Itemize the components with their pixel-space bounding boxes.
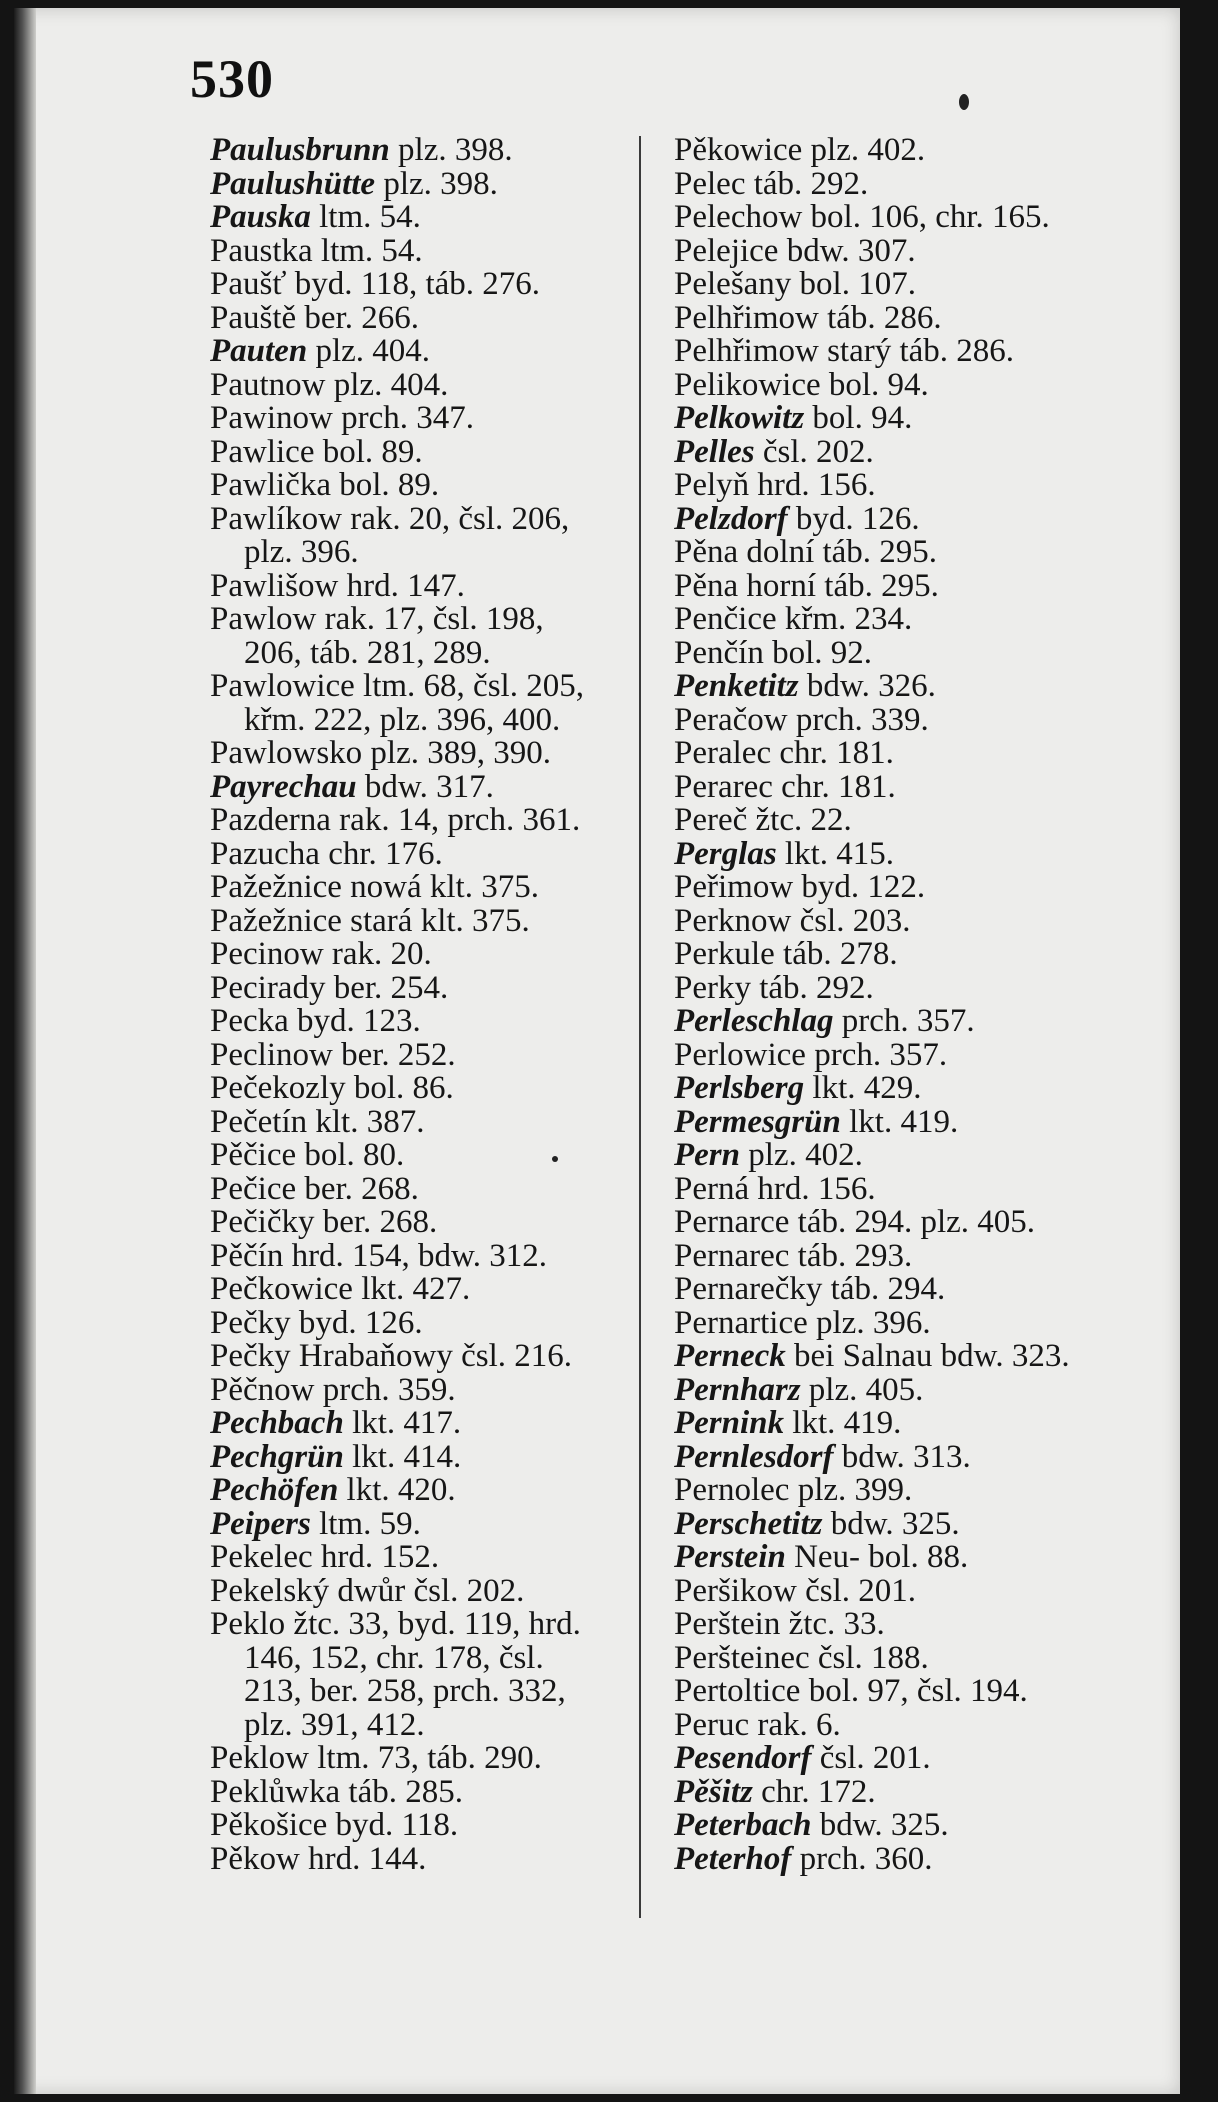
index-entry-text: Peclinow ber. 252. [210, 1036, 456, 1073]
index-entry-text: Pelec táb. 292. [674, 165, 869, 202]
index-entry [674, 567, 1114, 604]
index-entry-text: Pernarec táb. 293. [674, 1237, 913, 1274]
index-entry [210, 938, 650, 972]
index-entry [674, 165, 1114, 202]
index-entry-text: Penčín bol. 92. [674, 634, 872, 671]
index-entry-text: Pernartice plz. 396. [674, 1304, 931, 1341]
index-entry-text: Perštein žtc. 33. [674, 1606, 885, 1642]
index-entry [674, 1072, 1114, 1106]
index-entry [210, 1206, 650, 1240]
index-entry [674, 1407, 1114, 1441]
index-entry-text: Pelhřimow starý táb. 286. [674, 333, 1015, 369]
index-entry-text: Pernolec plz. 399. [674, 1472, 913, 1508]
index-entry-text: Pelešany bol. 107. [674, 266, 916, 302]
index-entry [674, 1237, 1114, 1274]
index-entry-text: lkt. 420. [338, 1472, 456, 1508]
index-entry-text: prch. 357. [833, 1003, 975, 1039]
index-entry-text: Peračow prch. 339. [674, 701, 929, 738]
index-entry-german-name: Pernink [674, 1405, 785, 1441]
index-entry-text: Pečičky ber. 268. [210, 1204, 438, 1240]
index-entry [210, 1706, 650, 1743]
index-entry-german-name: Pelles [674, 433, 755, 470]
index-entry-text: Pereč žtc. 22. [674, 802, 852, 838]
index-entry [210, 1139, 650, 1173]
index-entry [674, 603, 1114, 637]
index-entry-text: Peřimow byd. 122. [674, 869, 926, 905]
index-entry [674, 134, 1114, 168]
index-entry-text: Peklo žtc. 33, byd. 119, hrd. [210, 1606, 581, 1642]
index-entry [674, 1706, 1114, 1743]
index-entry-text: Pěna dolní táb. 295. [674, 534, 938, 570]
index-entry-text: lkt. 419. [840, 1103, 959, 1140]
index-entry-german-name: Pesendorf [674, 1740, 812, 1776]
index-entry [210, 969, 650, 1006]
index-entry-german-name: Pechöfen [210, 1472, 339, 1508]
index-entry-german-name: Perleschlag [674, 1003, 834, 1039]
index-entry-text: Pernarce táb. 294. plz. 405. [674, 1204, 1036, 1240]
index-entry [674, 835, 1114, 872]
index-entry-text: 213, ber. 258, prch. 332, [244, 1673, 566, 1709]
index-entry [674, 201, 1114, 235]
index-entry-text: prch. 360. [791, 1840, 933, 1877]
index-entry [674, 938, 1114, 972]
index-entry-text: Pawlow rak. 17, čsl. 198, [210, 601, 544, 637]
index-entry [210, 1407, 650, 1441]
index-entry-german-name: Perlsberg [674, 1070, 805, 1106]
index-entry-text: bdw. 313. [833, 1438, 971, 1475]
index-entry [210, 500, 650, 537]
index-entry-text: Pelikowice bol. 94. [674, 366, 929, 403]
index-entry [210, 1438, 650, 1475]
index-entry-text: Pelhřimow táb. 286. [674, 299, 942, 336]
index-entry-text: plz. 402. [740, 1137, 863, 1173]
index-entry [674, 1773, 1114, 1810]
index-entry [210, 165, 650, 202]
index-entry-text: bol. 94. [804, 400, 913, 436]
index-entry [674, 500, 1114, 537]
page-binding-edge [14, 8, 36, 2094]
index-entry-german-name: Peterhof [674, 1840, 792, 1877]
index-entry-german-name: Peipers [210, 1505, 311, 1542]
index-entry-german-name: Pauska [210, 199, 311, 235]
index-entry [674, 1572, 1114, 1609]
index-entry [674, 1809, 1114, 1843]
index-entry [210, 335, 650, 369]
index-entry-german-name: Perstein [674, 1539, 786, 1575]
index-entry-text: plz. 405. [800, 1371, 924, 1408]
index-entry-german-name: Pechbach [210, 1405, 344, 1441]
index-entry-text: Pěna horní táb. 295. [674, 567, 939, 604]
index-entry [210, 1505, 650, 1542]
index-entry [210, 603, 650, 637]
index-entry [210, 871, 650, 905]
index-entry-text: lkt. 429. [804, 1070, 922, 1106]
index-entry-text: Paušť byd. 118, táb. 276. [210, 266, 541, 302]
index-entry-text: Pekelec hrd. 152. [210, 1539, 440, 1575]
index-entry [674, 299, 1114, 336]
index-entry-text: křm. 222, plz. 396, 400. [244, 701, 561, 738]
index-entry-text: bdw. 326. [798, 668, 936, 704]
index-entry-text: plz. 398. [375, 165, 498, 202]
index-entry [674, 1742, 1114, 1776]
index-entry [210, 1541, 650, 1575]
index-entry [210, 634, 650, 671]
index-entry [210, 134, 650, 168]
index-entry [674, 335, 1114, 369]
ink-speck [552, 1156, 558, 1162]
index-entry-text: Pawlowsko plz. 389, 390. [210, 735, 551, 771]
index-entry [210, 1572, 650, 1609]
index-entry [210, 1170, 650, 1207]
index-entry-text: Pecirady ber. 254. [210, 969, 449, 1006]
index-entry-german-name: Pern [674, 1137, 740, 1173]
index-entry [210, 433, 650, 470]
index-entry-text: Pečekozly bol. 86. [210, 1070, 454, 1106]
index-entry-text: Pertoltice bol. 97, čsl. 194. [674, 1673, 1028, 1709]
index-entry-text: Paustka ltm. 54. [210, 232, 423, 269]
index-entry [210, 201, 650, 235]
index-entry [674, 1541, 1114, 1575]
index-entry [210, 1809, 650, 1843]
index-entry-german-name: Penketitz [674, 668, 799, 704]
index-entry [674, 1036, 1114, 1073]
index-entry-text: chr. 172. [752, 1773, 876, 1810]
ink-speck [959, 94, 969, 110]
index-entry-text: Pelyň hrd. 156. [674, 467, 876, 503]
index-entry-text: 206, táb. 281, 289. [244, 634, 491, 671]
index-entry [674, 232, 1114, 269]
index-entry [210, 268, 650, 302]
index-entry [210, 701, 650, 738]
index-entry-text: Perknow čsl. 203. [674, 902, 911, 939]
index-entry-text: Pazderna rak. 14, prch. 361. [210, 802, 581, 838]
index-entry-text: Neu- bol. 88. [785, 1539, 969, 1575]
index-entry [210, 670, 650, 704]
index-entry [210, 804, 650, 838]
index-entry-text: Pauště ber. 266. [210, 299, 419, 336]
index-entry-german-name: Perneck [674, 1338, 786, 1374]
index-entry [674, 1840, 1114, 1877]
index-entry [674, 469, 1114, 503]
index-entry-text: Pekelský dwůr čsl. 202. [210, 1572, 525, 1609]
index-entry [210, 1840, 650, 1877]
index-entry [674, 804, 1114, 838]
index-entry-german-name: Pernharz [674, 1371, 801, 1408]
index-entry-text: Pernarečky táb. 294. [674, 1271, 946, 1307]
index-entry-german-name: Pěšitz [674, 1773, 753, 1810]
index-entry [674, 268, 1114, 302]
index-entry [210, 402, 650, 436]
index-entry-german-name: Paulushütte [210, 165, 376, 202]
index-column-right [674, 134, 1114, 1876]
index-entry [674, 1371, 1114, 1408]
index-entry-text: 146, 152, chr. 178, čsl. [244, 1639, 544, 1676]
index-entry-german-name: Perschetitz [674, 1505, 823, 1542]
index-entry-text: byd. 126. [787, 500, 920, 537]
index-entry [210, 1639, 650, 1676]
index-entry-text: Pawlowice ltm. 68, čsl. 205, [210, 668, 584, 704]
index-entry-text: Pecka byd. 123. [210, 1003, 421, 1039]
index-entry [674, 1505, 1114, 1542]
index-entry-text: Pěkowice plz. 402. [674, 132, 926, 168]
index-entry-text: Penčice křm. 234. [674, 601, 913, 637]
index-entry [210, 1371, 650, 1408]
index-entry-text: ltm. 59. [310, 1505, 421, 1542]
index-entry [674, 1304, 1114, 1341]
index-entry-german-name: Paulusbrunn [210, 132, 390, 168]
index-entry [674, 1139, 1114, 1173]
index-entry-text: Pawlička bol. 89. [210, 467, 440, 503]
index-entry [674, 1608, 1114, 1642]
index-entry [210, 1103, 650, 1140]
index-entry [210, 1005, 650, 1039]
index-entry-text: bei Salnau bdw. 323. [785, 1338, 1070, 1374]
index-entry-text: Pažežnice nowá klt. 375. [210, 869, 539, 905]
index-entry-german-name: Pelkowitz [674, 400, 805, 436]
index-entry-text: Pawinow prch. 347. [210, 400, 474, 436]
index-entry-text: Pěkošice byd. 118. [210, 1807, 459, 1843]
index-entry [210, 299, 650, 336]
index-entry-text: Peklow ltm. 73, táb. 290. [210, 1740, 542, 1776]
index-entry [210, 366, 650, 403]
index-entry-text: Pečkowice lkt. 427. [210, 1271, 471, 1307]
index-entry-text: Pawlíkow rak. 20, čsl. 206, [210, 500, 570, 537]
index-entry [674, 871, 1114, 905]
index-entry [674, 737, 1114, 771]
index-entry-german-name: Pelzdorf [674, 500, 788, 537]
index-entry-german-name: Peterbach [674, 1807, 812, 1843]
index-entry [674, 1273, 1114, 1307]
index-entry-text: lkt. 415. [776, 835, 895, 872]
index-entry-text: Perkule táb. 278. [674, 936, 898, 972]
index-entry-text: Peršteinec čsl. 188. [674, 1639, 929, 1676]
index-entry-german-name: Pauten [210, 333, 308, 369]
index-entry [674, 433, 1114, 470]
index-entry-text: Pěčín hrd. 154, bdw. 312. [210, 1237, 547, 1274]
page-number: 530 [190, 49, 274, 109]
index-entry [210, 1474, 650, 1508]
index-entry [674, 1340, 1114, 1374]
index-entry-text: plz. 391, 412. [244, 1706, 425, 1743]
book-page [14, 8, 1180, 2094]
index-entry [674, 670, 1114, 704]
index-entry-text: bdw. 325. [811, 1807, 949, 1843]
index-entry [210, 1608, 650, 1642]
index-entry [210, 768, 650, 805]
index-entry-text: Pěčnow prch. 359. [210, 1371, 456, 1408]
index-entry [210, 835, 650, 872]
index-entry [674, 1206, 1114, 1240]
index-entry [674, 701, 1114, 738]
index-entry [674, 1005, 1114, 1039]
index-entry-text: Perná hrd. 156. [674, 1170, 876, 1207]
index-entry [210, 1273, 650, 1307]
index-entry [210, 1304, 650, 1341]
index-entry [674, 1103, 1114, 1140]
index-entry [210, 567, 650, 604]
index-entry [674, 1675, 1114, 1709]
index-entry [210, 1742, 650, 1776]
index-entry-text: Pautnow plz. 404. [210, 366, 449, 403]
index-column-left [210, 134, 650, 1876]
index-entry-text: Pelechow bol. 106, chr. 165. [674, 199, 1050, 235]
index-entry-text: čsl. 202. [754, 433, 874, 470]
index-entry-text: Peralec chr. 181. [674, 735, 894, 771]
index-entry [674, 366, 1114, 403]
index-entry-german-name: Perglas [674, 835, 777, 872]
index-entry-text: Pěkow hrd. 144. [210, 1840, 427, 1877]
index-entry-text: lkt. 417. [343, 1405, 462, 1441]
index-entry-text: Pecinow rak. 20. [210, 936, 432, 972]
index-entry-text: plz. 398. [389, 132, 513, 168]
index-entry-text: Peršikow čsl. 201. [674, 1572, 916, 1609]
index-entry [210, 232, 650, 269]
index-entry-text: Pečice ber. 268. [210, 1170, 419, 1207]
index-entry-german-name: Payrechau [210, 768, 357, 805]
index-entry-text: Pawlice bol. 89. [210, 433, 423, 470]
index-entry-text: Pěčice bol. 80. [210, 1137, 405, 1173]
index-entry [210, 1237, 650, 1274]
index-entry [210, 1773, 650, 1810]
index-entry [210, 536, 650, 570]
index-entry [674, 1639, 1114, 1676]
index-entry-text: lkt. 414. [343, 1438, 462, 1475]
index-entry-text: plz. 396. [244, 534, 359, 570]
index-entry [674, 402, 1114, 436]
index-entry-text: Pečetín klt. 387. [210, 1103, 425, 1140]
index-entry [674, 634, 1114, 671]
index-entry-text: ltm. 54. [310, 199, 421, 235]
index-entry-text: Pečky byd. 126. [210, 1304, 423, 1341]
index-entry-text: plz. 404. [307, 333, 431, 369]
index-entry [210, 902, 650, 939]
index-entry-german-name: Pechgrün [210, 1438, 344, 1475]
index-entry [674, 902, 1114, 939]
index-entry-text: Pečky Hrabaňowy čsl. 216. [210, 1338, 573, 1374]
index-entry [210, 1675, 650, 1709]
index-entry-text: Pelejice bdw. 307. [674, 232, 916, 269]
index-entry-text: čsl. 201. [811, 1740, 931, 1776]
index-entry [674, 1474, 1114, 1508]
index-entry-text: Peklůwka táb. 285. [210, 1773, 463, 1810]
index-entry-text: lkt. 419. [784, 1405, 902, 1441]
index-entry [210, 1072, 650, 1106]
index-entry [674, 768, 1114, 805]
index-entry-text: Pazucha chr. 176. [210, 835, 443, 872]
index-entry-german-name: Permesgrün [674, 1103, 841, 1140]
index-entry-text: bdw. 317. [356, 768, 494, 805]
index-entry-text: bdw. 325. [822, 1505, 960, 1542]
index-entry [674, 1438, 1114, 1475]
index-entry [210, 1340, 650, 1374]
index-entry-text: Pažežnice stará klt. 375. [210, 902, 530, 939]
index-entry-text: Perarec chr. 181. [674, 768, 896, 805]
index-entry [674, 536, 1114, 570]
index-entry [674, 1170, 1114, 1207]
column-divider [639, 136, 641, 1918]
index-entry [210, 737, 650, 771]
index-entry [674, 969, 1114, 1006]
index-entry-german-name: Pernlesdorf [674, 1438, 834, 1475]
index-entry-text: Perky táb. 292. [674, 969, 874, 1006]
index-entry-text: Perlowice prch. 357. [674, 1036, 948, 1073]
index-entry [210, 1036, 650, 1073]
index-entry [210, 469, 650, 503]
index-entry-text: Pawlišow hrd. 147. [210, 567, 465, 604]
index-entry-text: Peruc rak. 6. [674, 1706, 841, 1743]
